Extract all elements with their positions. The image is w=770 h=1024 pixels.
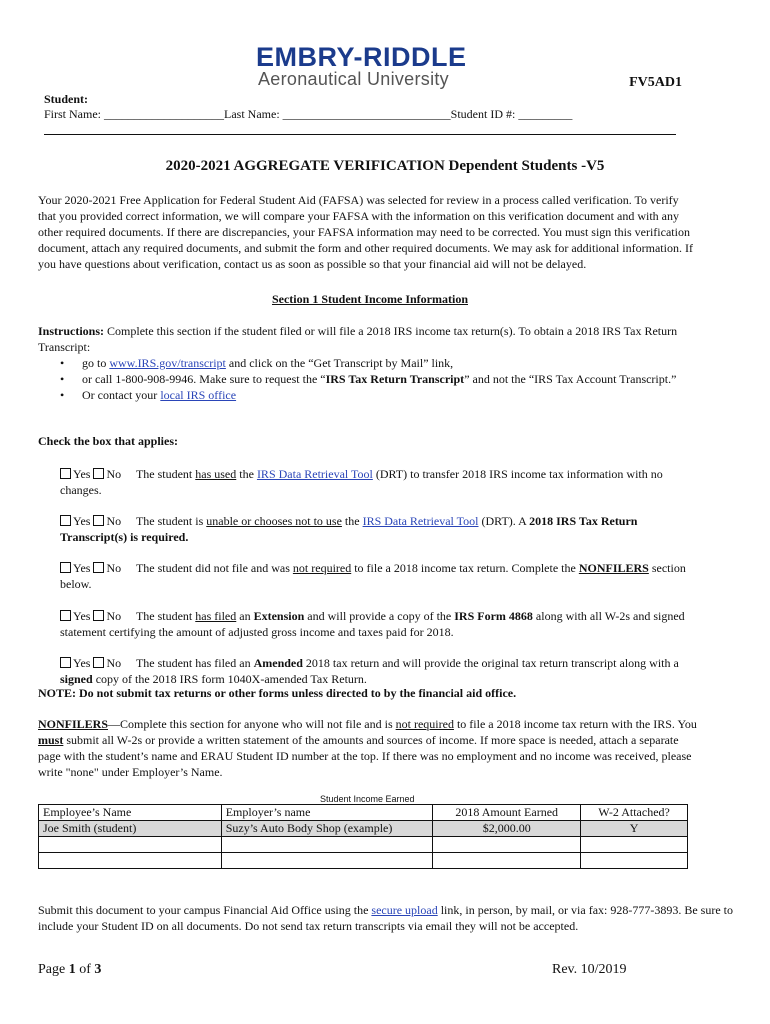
header-amount-earned: 2018 Amount Earned (433, 805, 581, 821)
submit-instructions (38, 902, 738, 934)
nonfilers-text: submit all W-2s or provide a written statement of the amounts and sources of income. If more space is needed, attach a separate page with the student’s name and ERAU Student ID number at the top. If there was no employment and no income was received, please write "none" under Employer’s Name. (38, 733, 692, 779)
table-cell[interactable] (581, 853, 688, 869)
option-bold: IRS Form 4868 (454, 609, 533, 623)
table-row (39, 853, 688, 869)
page-total: 3 (94, 962, 102, 977)
option-underline: not required (292, 561, 352, 575)
option-text: an (236, 609, 254, 623)
list-item-bold: IRS Tax Return Transcript (325, 372, 465, 386)
option-bold: 2018 IRS Tax Return Transcript(s) is required. (60, 514, 638, 544)
student-info (44, 92, 572, 122)
option-text: The student did not file and was (135, 561, 293, 575)
no-checkbox[interactable] (93, 515, 104, 526)
option-text: The student is (135, 514, 207, 528)
irs-drt-link[interactable]: IRS Data Retrieval Tool (256, 467, 373, 481)
university-logo-subtitle: Aeronautical University (258, 69, 449, 89)
instructions-text (38, 323, 698, 355)
yes-label: Yes (73, 609, 91, 623)
option-text: The student (135, 609, 196, 623)
revision-date: Rev. 10/2019 (552, 962, 627, 977)
page-label: Page (38, 962, 69, 977)
option-underline: has filed (195, 609, 237, 623)
option-text: (DRT) to transfer 2018 IRS income tax information with no changes. (60, 467, 663, 497)
list-item-text: go to (82, 356, 110, 370)
no-checkbox[interactable] (93, 468, 104, 479)
nonfilers-must: must (38, 733, 64, 747)
header-w2-attached: W-2 Attached? (581, 805, 688, 821)
option-text: to file a 2018 income tax return. Complete the (351, 561, 579, 575)
instructions-block (38, 323, 698, 403)
example-w2: Y (581, 821, 688, 837)
option-text: copy of the 2018 IRS form 1040X-amended Tax Return. (92, 672, 367, 686)
header-employee-name: Employee’s Name (39, 805, 222, 821)
page-current: 1 (68, 962, 76, 977)
option-text: The student has filed an (135, 656, 254, 670)
option-text: the (341, 514, 363, 528)
nonfilers-underline: not required (395, 717, 454, 731)
last-name-label: Last Name: (224, 107, 280, 121)
option-did-not-file (60, 560, 700, 592)
student-label: Student: (44, 92, 89, 106)
option-text: and will provide a copy of the (304, 609, 455, 623)
option-text: along with all W-2s and signed statement certifying the amount of adjusted gross income and taxes paid for 2018. (60, 609, 685, 639)
irs-drt-link[interactable]: IRS Data Retrieval Tool (362, 514, 479, 528)
nonfilers-text: to file a 2018 income tax return with the IRS. You (453, 717, 697, 731)
list-item (82, 355, 698, 371)
table-header-row (39, 805, 688, 821)
list-item (82, 371, 698, 387)
student-fields-line (44, 107, 572, 122)
yes-checkbox[interactable] (60, 562, 71, 573)
instructions-label: Instructions: (38, 324, 105, 338)
list-item-text: Or contact your (82, 388, 161, 402)
yes-label: Yes (73, 467, 91, 481)
option-bold: Extension (253, 609, 305, 623)
no-label: No (106, 467, 122, 481)
option-underline: has used (195, 467, 237, 481)
page-of: of (75, 962, 95, 977)
submit-text: link, in person, by mail, or via fax: 928-777-3893. Be sure to include your Student ID on all documents. Do not send tax return transcripts via email they will not be accepted. (38, 903, 734, 933)
check-box-header: Check the box that applies: (38, 434, 179, 448)
no-checkbox[interactable] (93, 562, 104, 573)
example-employee-name: Joe Smith (student) (39, 821, 222, 837)
table-cell[interactable] (39, 837, 222, 853)
table-cell[interactable] (433, 853, 581, 869)
option-bold: signed (60, 672, 93, 686)
note-text: NOTE: Do not submit tax returns or other forms unless directed to by the financial aid office. (38, 686, 517, 700)
table-row (39, 837, 688, 853)
no-checkbox[interactable] (93, 610, 104, 621)
nonfilers-label: NONFILERS (38, 717, 109, 731)
option-text: the (236, 467, 257, 481)
yes-checkbox[interactable] (60, 657, 71, 668)
first-name-label: First Name: (44, 107, 101, 121)
submit-text: Submit this document to your campus Financial Aid Office using the (38, 903, 372, 917)
example-employer-name: Suzy’s Auto Body Shop (example) (221, 821, 433, 837)
list-item-text: or call 1-800-908-9946. Make sure to request the “ (82, 372, 326, 386)
section1-title: Section 1 Student Income Information (271, 292, 468, 306)
first-name-field[interactable]: ____________________ (104, 107, 224, 121)
list-item (82, 387, 698, 403)
student-income-table (38, 804, 688, 869)
option-extension (60, 608, 700, 640)
yes-checkbox[interactable] (60, 515, 71, 526)
no-checkbox[interactable] (93, 657, 104, 668)
example-amount: $2,000.00 (433, 821, 581, 837)
table-row-example (39, 821, 688, 837)
no-label: No (106, 561, 122, 575)
nonfilers-text: —Complete this section for anyone who will not file and is (108, 717, 396, 731)
irs-transcript-link[interactable]: www.IRS.gov/transcript (109, 356, 226, 370)
student-id-label: Student ID #: (450, 107, 516, 121)
header-employer-name: Employer’s name (221, 805, 433, 821)
table-cell[interactable] (39, 853, 222, 869)
nonfilers-paragraph (38, 716, 698, 780)
no-label: No (106, 656, 122, 670)
option-underline: unable or chooses not to use (206, 514, 342, 528)
option-drt-used (60, 466, 700, 498)
university-logo-wordmark: EMBRY-RIDDLE (256, 42, 467, 72)
table-cell[interactable] (581, 837, 688, 853)
list-item-text: ” and not the “IRS Tax Account Transcript.” (464, 372, 677, 386)
list-item-text: and click on the “Get Transcript by Mail” link, (225, 356, 454, 370)
student-id-field[interactable]: _________ (518, 107, 573, 121)
table-cell[interactable] (433, 837, 581, 853)
page-number (38, 962, 101, 978)
table-caption: Student Income Earned (320, 794, 415, 804)
no-label: No (106, 514, 122, 528)
form-code: FV5AD1 (629, 75, 682, 90)
option-text: section below. (60, 561, 686, 591)
option-amended (60, 655, 700, 687)
secure-upload-link[interactable]: secure upload (371, 903, 438, 917)
header-divider (44, 134, 676, 135)
option-drt-not-used (60, 513, 700, 545)
instructions-body: Complete this section if the student filed or will file a 2018 IRS income tax return(s). To obtain a 2018 IRS Tax Return Transcript: (38, 324, 678, 354)
option-text: 2018 tax return and will provide the original tax return transcript along with a (302, 656, 679, 670)
intro-paragraph: Your 2020-2021 Free Application for Federal Student Aid (FAFSA) was selected for review in a process called verification. To verify that you provided correct information, we will compare your FAFSA with the information on this verification document and with any other required documents. If there are discrepancies, your FAFSA information may need to be corrected. You must sign this verification document, attach any required documents, and submit the form and other required documents. We may ask for additional information. If you have questions about verification, contact us as soon as possible so that your financial aid will not be delayed. (38, 193, 693, 271)
option-text: The student (135, 467, 196, 481)
yes-checkbox[interactable] (60, 468, 71, 479)
yes-label: Yes (73, 656, 91, 670)
instructions-list (38, 355, 698, 403)
yes-label: Yes (73, 514, 91, 528)
option-bold: Amended (253, 656, 303, 670)
table-cell[interactable] (221, 853, 433, 869)
nonfilers-reference: NONFILERS (578, 561, 649, 575)
yes-checkbox[interactable] (60, 610, 71, 621)
yes-label: Yes (73, 561, 91, 575)
last-name-field[interactable]: ____________________________ (282, 107, 451, 121)
option-text: (DRT). A (478, 514, 530, 528)
page-title: 2020-2021 AGGREGATE VERIFICATION Dependent Students -V5 (165, 158, 605, 174)
no-label: No (106, 609, 122, 623)
local-irs-office-link[interactable]: local IRS office (160, 388, 237, 402)
table-cell[interactable] (221, 837, 433, 853)
